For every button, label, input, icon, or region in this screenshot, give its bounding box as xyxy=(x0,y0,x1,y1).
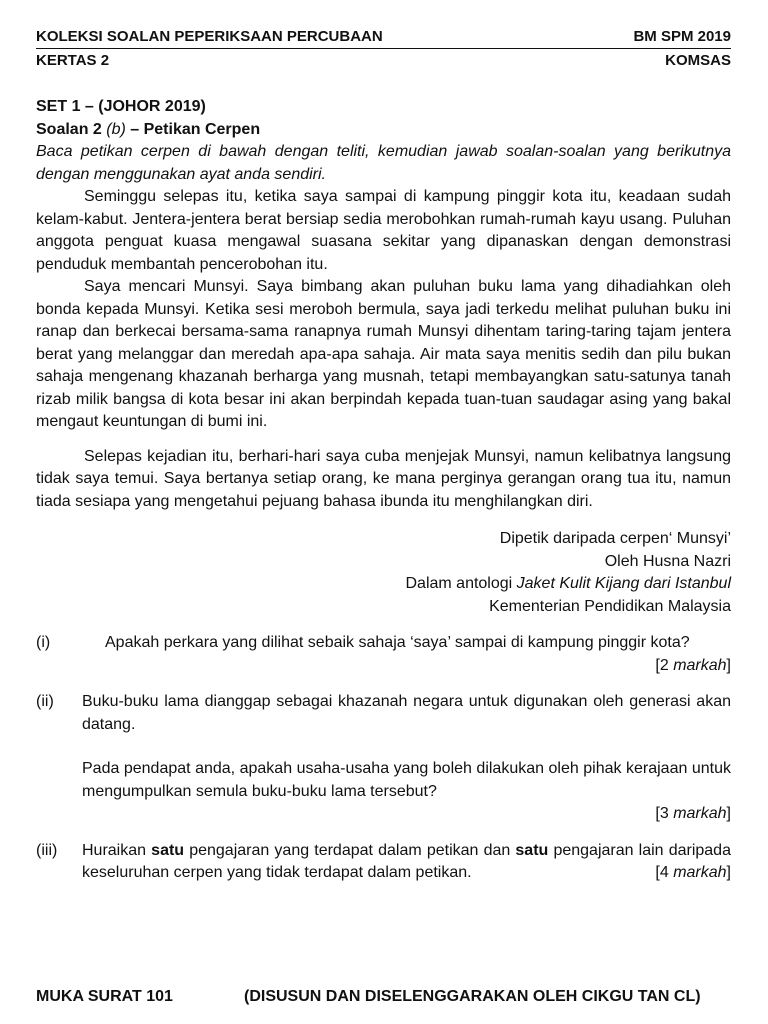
question-2 xyxy=(36,691,731,826)
document-body xyxy=(36,96,731,885)
question-2-body xyxy=(82,691,731,826)
question-title xyxy=(36,119,731,142)
question-1 xyxy=(36,632,731,677)
footer-page-number: MUKA SURAT 101 xyxy=(36,988,173,1005)
passage-paragraph-2: Saya mencari Munsyi. Saya bimbang akan puluhan buku lama yang dihadiahkan oleh bonda kepada Munsyi. Ketika sesi meroboh bermula, saya jadi terkedu melihat puluhan buku ini ranap dan berkecai bersama-sama ranapnya rumah Munsyi dihentam taring-taring tajam jentera berat yang melanggar dan meredah apa-apa sahaja. Air mata saya menitis sedih dan pilu bukan sahaja mengenang khazanah berharga yang musnah, tetapi membayangkan satu-satunya tanah rizab milik bangsa di kota besar ini akan berpindah kepada tuan-tuan saudagar asing yang bakal mengaut keuntungan di bumi ini. xyxy=(36,278,731,430)
question-2-marks-word: markah xyxy=(673,805,727,822)
header-subject: BM SPM 2019 xyxy=(633,28,731,45)
source-line-1: Dipetik daripada cerpen‘ Munsyi’ xyxy=(499,530,731,547)
source-line-3 xyxy=(36,573,731,596)
source-line-4: Kementerian Pendidikan Malaysia xyxy=(489,597,731,615)
header-component: KOMSAS xyxy=(665,52,731,69)
header-title: KOLEKSI SOALAN PEPERIKSAAN PERCUBAAN xyxy=(36,28,383,45)
question-1-marks-word: markah xyxy=(673,656,727,674)
question-3-bold-1: satu xyxy=(151,841,185,859)
page-header xyxy=(36,28,731,46)
set-title: SET 1 – (JOHOR 2019) xyxy=(36,98,206,115)
header-paper: KERTAS 2 xyxy=(36,52,110,69)
question-3-text-b: pengajaran yang terdapat dalam petikan dan xyxy=(184,841,516,859)
question-3-text-c: pengajaran lain daripada keseluruhan cerpen yang tidak terdapat dalam petikan. xyxy=(82,841,731,881)
passage-paragraph-1: Seminggu selepas itu, ketika saya sampai di kampung pinggir kota itu, keadaan sudah kelam-kabut. Jentera-jentera berat bersiap sedia merobohkan rumah-rumah kayu usang. Puluhan anggota penguat kuasa mengawal suasana sekitar yang dipanaskan dengan demonstrasi penduduk membantah pencerobohan itu. xyxy=(36,188,731,273)
question-2-text-2: Pada pendapat anda, apakah usaha-usaha yang boleh dilakukan oleh pihak kerajaan untuk mengumpulkan semula buku-buku lama tersebut? xyxy=(82,760,731,800)
question-3 xyxy=(36,840,731,885)
question-1-text: Apakah perkara yang dilihat sebaik sahaja ‘saya’ sampai di kampung pinggir kota? xyxy=(105,634,690,651)
question-2-marks-num: 3 xyxy=(659,805,669,822)
question-1-body xyxy=(82,632,731,677)
footer-credit: (DISUSUN DAN DISELENGGARAKAN OLEH CIKGU TAN CL) xyxy=(244,988,701,1005)
question-3-body xyxy=(82,840,731,885)
question-3-marks: [4 markah] xyxy=(655,864,731,881)
question-2-text-1: Buku-buku lama dianggap sebagai khazanah negara untuk digunakan oleh generasi akan datang. xyxy=(82,693,731,733)
instruction: Baca petikan cerpen di bawah dengan teliti, kemudian jawab soalan-soalan yang berikutnya dengan menggunakan ayat anda sendiri. xyxy=(36,143,731,183)
question-3-marks-word: markah xyxy=(673,864,727,881)
page-subheader xyxy=(36,52,731,70)
question-3-text-a: Huraikan xyxy=(82,841,152,859)
source-line-3-prefix: Dalam antologi xyxy=(405,575,517,592)
question-3-number: (iii) xyxy=(36,841,58,859)
source-line-2: Oleh Husna Nazri xyxy=(604,552,731,570)
question-1-marks-num: 2 xyxy=(659,656,669,674)
source-anthology-title: Jaket Kulit Kijang dari Istanbul xyxy=(516,575,731,592)
passage-paragraph-3: Selepas kejadian itu, berhari-hari saya cuba menjejak Munsyi, namun kelibatnya langsung tidak saya temui. Saya bertanya setiap orang, ke mana perginya gerangan orang tua itu, namun tiada sesiapa yang mengetahui pejuang bahasa ibunda itu menghilangkan diri. xyxy=(36,447,731,510)
header-divider xyxy=(36,48,731,49)
question-1-number: (i) xyxy=(36,634,51,651)
question-3-bold-2: satu xyxy=(515,841,549,859)
question-2-number: (ii) xyxy=(36,693,54,710)
question-title-part: (b) xyxy=(106,120,126,138)
question-1-marks: [2 markah] xyxy=(655,656,731,674)
question-3-marks-num: 4 xyxy=(659,864,669,881)
question-title-prefix: Soalan 2 xyxy=(36,120,107,138)
passage-source xyxy=(36,528,731,618)
question-title-suffix: – Petikan Cerpen xyxy=(125,120,261,138)
question-2-marks: [3 markah] xyxy=(655,805,731,822)
page-footer xyxy=(36,988,731,1006)
